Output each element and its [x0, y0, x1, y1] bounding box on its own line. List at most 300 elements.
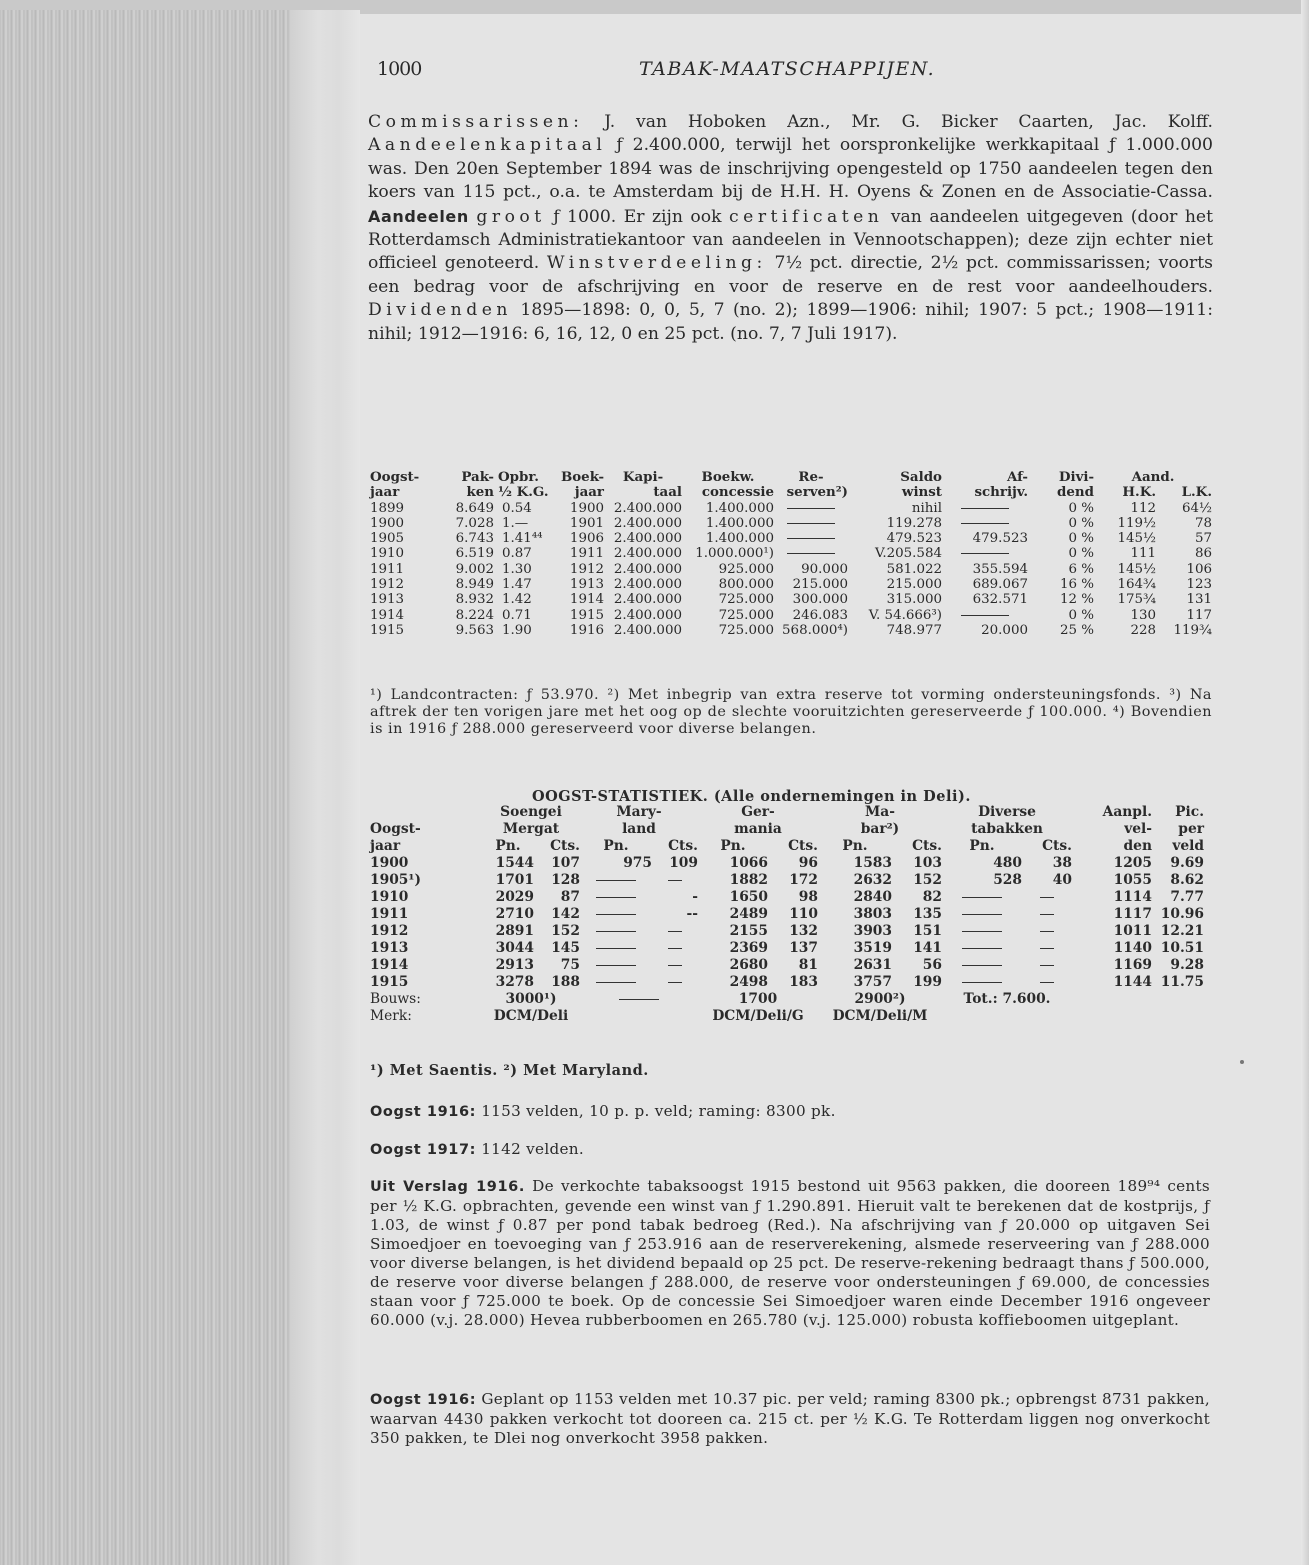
col-header: Aand. — [1131, 469, 1175, 485]
cell-boekw: 800.000 — [718, 577, 774, 593]
dash-placeholder — [1040, 914, 1054, 915]
cell-afschrijv — [942, 546, 1028, 561]
winstverdeeling-label: Winstverdeeling: — [546, 253, 767, 274]
merk-value — [580, 1008, 698, 1025]
dash-placeholder — [787, 538, 835, 539]
dash-placeholder — [962, 931, 1002, 932]
merk-label: Merk: — [370, 1008, 412, 1024]
cell-dividend: 25 % — [1059, 622, 1094, 638]
cell-value: 172 — [789, 872, 818, 888]
cell-reserven: 90.000 — [801, 561, 848, 577]
cell-value — [942, 889, 1022, 906]
bouws-value: 3000¹) — [505, 991, 557, 1007]
verslag-1916-paragraph — [370, 1177, 1210, 1330]
dash-placeholder — [668, 982, 682, 983]
dash-placeholder — [1040, 931, 1054, 932]
cell-pic: 9.69 — [1170, 855, 1204, 871]
cell-oogstjaar: 1911 — [370, 561, 405, 577]
cell-value: 38 — [1052, 855, 1072, 871]
cell-value: 82 — [922, 889, 942, 905]
cts-header: Cts. — [788, 838, 818, 854]
cell-kapitaal: 2.400.000 — [613, 577, 682, 593]
cell-kapitaal: 2.400.000 — [613, 622, 682, 638]
financial-table-row — [370, 608, 1212, 623]
cell-afschrijv: 355.594 — [972, 561, 1028, 577]
cell-value: 1882 — [729, 872, 768, 888]
cell-value: 75 — [560, 957, 580, 973]
cell-value: 141 — [913, 940, 942, 956]
col-header: Re- — [798, 469, 824, 485]
cell-value: 2155 — [729, 923, 768, 939]
cell-aanpl: 1140 — [1113, 940, 1152, 956]
cell-value: 152 — [913, 872, 942, 888]
cell-opbr: 1.47 — [502, 577, 532, 593]
cell-boekjaar: 1906 — [569, 531, 604, 547]
groot-text: ƒ 1000. Er zijn ook — [553, 206, 722, 227]
running-title: TABAK-MAATSCHAPPIJEN. — [639, 58, 936, 80]
cell-value: 56 — [922, 957, 942, 973]
cell-pakken: 8.649 — [455, 500, 494, 516]
certificaten-text: van aandeelen uitgegeven (door het Rotterdamsch Administratiekantoor van aandeelen in Vennootschappen); deze zijn echter niet officieel genoteerd. — [368, 206, 1214, 274]
cell-value: 1066 — [729, 855, 768, 871]
cell-boekw: 1.400.000 — [705, 500, 774, 516]
dash-placeholder — [787, 523, 835, 524]
cell-afschrijv: 689.067 — [972, 577, 1028, 593]
col-header: dend — [1057, 484, 1094, 501]
financial-table-row — [370, 501, 1212, 516]
dash-placeholder — [596, 965, 636, 966]
cell-value: 40 — [1052, 872, 1072, 888]
cell-value — [580, 906, 652, 923]
cell-year: 1905¹) — [370, 872, 421, 888]
cell-value: 132 — [789, 923, 818, 939]
cell-aanpl: 1011 — [1113, 923, 1152, 939]
pn-header: Pn. — [842, 838, 868, 854]
cell-value — [1022, 940, 1072, 957]
financial-header-row-2 — [370, 485, 1212, 500]
financial-table-row — [370, 531, 1212, 546]
cell-pakken: 7.028 — [455, 515, 494, 531]
cell-year: 1913 — [370, 940, 409, 956]
kapitaal-label: Aandeelenkapitaal — [368, 135, 607, 156]
financial-table-row — [370, 562, 1212, 577]
cell-value — [580, 923, 652, 940]
financial-table-row — [370, 623, 1212, 638]
merk-value: DCM/Deli/M — [832, 1008, 928, 1024]
harvest-table-row — [370, 974, 1204, 991]
oogst-1916-detail-text: Geplant op 1153 velden met 10.37 pic. per veld; raming 8300 pk.; opbrengst 8731 pakken, waarvan 4430 pakken verkocht tot dooreen ca. 215 ct. per ½ K.G. Te Rotterdam liggen nog onverkocht 350 pakken, te Dlei nog onverkocht 3958 pakken. — [370, 1390, 1210, 1447]
dash-placeholder — [668, 931, 682, 932]
dash-placeholder — [961, 508, 1009, 509]
dash-placeholder — [962, 948, 1002, 949]
cell-value: 2498 — [729, 974, 768, 990]
cell-value: 135 — [913, 906, 942, 922]
merk-value: DCM/Deli — [493, 1008, 569, 1024]
cell-value: 480 — [993, 855, 1022, 871]
cell-reserven: 246.083 — [792, 607, 848, 623]
cell-value — [652, 872, 698, 889]
cell-value: 2631 — [853, 957, 892, 973]
dash-placeholder — [596, 931, 636, 932]
cell-reserven — [774, 501, 848, 516]
cell-pic: 7.77 — [1170, 889, 1204, 905]
cell-value: 1650 — [729, 889, 768, 905]
cell-value: 103 — [913, 855, 942, 871]
col-header: Saldo — [900, 469, 942, 485]
dash-placeholder — [962, 965, 1002, 966]
cell-value: 87 — [560, 889, 580, 905]
cell-value — [942, 923, 1022, 940]
cell-aanpl: 1169 — [1113, 957, 1152, 973]
dash-placeholder — [1040, 965, 1054, 966]
cell-pic: 10.96 — [1160, 906, 1204, 922]
kapitaal-text: ƒ 2.400.000, terwijl het oorspronkelijke werkkapitaal ƒ 1.000.000 was. Den 20en September 1894 was de inschrijving opengesteld op 1750 aandeelen tegen den koers van 115 pct., o.a. te Amsterdam bij de H.H. H. Oyens & Zonen en de Associatie-Cassa. — [368, 135, 1213, 203]
harvest-stats-title: OOGST-STATISTIEK. (Alle ondernemingen in Deli). — [532, 788, 971, 805]
cell-afschrijv — [942, 516, 1028, 531]
dash-placeholder — [619, 999, 659, 1000]
cell-pakken: 6.743 — [455, 531, 494, 547]
cell-dividend: 0 % — [1068, 500, 1094, 516]
group-header: Soengei — [500, 804, 562, 820]
cell-value: 2891 — [495, 923, 534, 939]
bouws-value: 1700 — [738, 991, 778, 1007]
cell-value — [580, 940, 652, 957]
dash-placeholder — [962, 897, 1002, 898]
cell-oogstjaar: 1915 — [370, 622, 405, 638]
cell-value: 1544 — [495, 855, 534, 871]
cell-aanpl: 1205 — [1113, 855, 1152, 871]
cell-pakken: 6.519 — [455, 546, 494, 562]
cell-value: 2680 — [729, 957, 768, 973]
financial-header-row-1 — [370, 470, 1212, 485]
book-page — [360, 0, 1309, 1565]
cell-reserven: 215.000 — [792, 577, 848, 593]
verslag-1916-label: Uit Verslag 1916. — [370, 1179, 525, 1195]
cell-oogstjaar: 1905 — [370, 531, 405, 547]
certificaten-label: certificaten — [729, 206, 884, 227]
group-header: bar²) — [860, 821, 900, 837]
cell-dividend: 6 % — [1068, 561, 1094, 577]
oogst-1917-summary — [370, 1140, 1210, 1160]
cell-dividend: 16 % — [1059, 577, 1094, 593]
col-header: winst — [901, 484, 942, 501]
cell-hk: 119½ — [1117, 515, 1156, 531]
group-header: tabakken — [971, 821, 1043, 837]
cell-pakken: 9.002 — [455, 561, 494, 577]
cell-value: -- — [686, 906, 698, 922]
cell-value: 81 — [798, 957, 818, 973]
cell-value: 3519 — [853, 940, 892, 956]
oogst-1916-text: 1153 velden, 10 p. p. veld; raming: 8300 pk. — [481, 1102, 836, 1120]
cell-lk: 117 — [1186, 607, 1212, 623]
cell-boekjaar: 1912 — [569, 561, 604, 577]
col-header: Divi- — [1058, 469, 1094, 485]
cell-opbr: 1.42 — [502, 592, 532, 608]
commissarissen-label: Commissarissen: — [368, 112, 584, 132]
cell-kapitaal: 2.400.000 — [613, 546, 682, 562]
col-header: ½ K.G. — [498, 484, 549, 501]
cell-saldo: 581.022 — [886, 561, 942, 577]
cell-value: 2913 — [495, 957, 534, 973]
col-header: Af- — [1007, 469, 1028, 485]
pic-header: per — [1178, 821, 1204, 837]
cell-hk: 112 — [1130, 500, 1156, 516]
pn-header: Pn. — [969, 838, 995, 854]
cell-boekjaar: 1911 — [569, 546, 604, 562]
cell-dividend: 0 % — [1068, 515, 1094, 531]
cell-saldo: 479.523 — [886, 531, 942, 547]
cell-value: 142 — [551, 906, 580, 922]
col-header: concessie — [701, 484, 774, 501]
cell-dividend: 0 % — [1068, 607, 1094, 623]
header-blank — [370, 804, 482, 821]
harvest-bouws-row — [370, 991, 1204, 1008]
oogst-1917-label: Oogst 1917: — [370, 1142, 477, 1158]
cell-value — [652, 940, 698, 957]
harvest-stats-body — [370, 804, 1204, 1025]
cell-pic: 12.21 — [1160, 923, 1204, 939]
cell-hk: 164¾ — [1117, 577, 1156, 593]
cell-value: 98 — [798, 889, 818, 905]
cell-lk: 57 — [1194, 531, 1212, 547]
cell-year: 1911 — [370, 906, 409, 922]
aanpl-header: den — [1123, 838, 1152, 854]
bouws-value: Tot.: 7.600. — [963, 991, 1051, 1007]
cell-value: 137 — [789, 940, 818, 956]
page-gutter-shadow — [1301, 0, 1309, 1565]
cell-reserven: 568.000⁴) — [782, 622, 848, 638]
cell-value: 2710 — [495, 906, 534, 922]
cell-saldo: 748.977 — [886, 622, 942, 638]
cell-hk: 111 — [1130, 546, 1156, 562]
group-header: Diverse — [978, 804, 1036, 820]
cell-value: - — [692, 889, 698, 905]
cell-boekw: 725.000 — [718, 592, 774, 608]
cell-lk: 123 — [1186, 577, 1212, 593]
group-header: Mergat — [502, 821, 560, 837]
oogst-1916-label: Oogst 1916: — [370, 1104, 477, 1120]
dividenden-label: Dividenden — [368, 300, 512, 321]
cts-header: Cts. — [668, 838, 698, 854]
cell-pakken: 9.563 — [455, 622, 494, 638]
cell-value: 188 — [551, 974, 580, 990]
financial-table-body — [370, 501, 1212, 639]
cell-lk: 131 — [1186, 592, 1212, 608]
cell-hk: 228 — [1130, 622, 1156, 638]
cell-hk: 145½ — [1117, 561, 1156, 577]
cell-pic: 8.62 — [1170, 872, 1204, 888]
cell-value: 3757 — [853, 974, 892, 990]
col-header: H.K. — [1122, 484, 1156, 501]
harvest-stats-note: ¹) Met Saentis. ²) Met Maryland. — [370, 1062, 649, 1079]
pn-header: Pn. — [495, 838, 521, 854]
page-number: 1000 — [377, 58, 422, 80]
cell-boekw: 725.000 — [718, 607, 774, 623]
cell-reserven: 300.000 — [792, 592, 848, 608]
dash-placeholder — [596, 880, 636, 881]
print-speck — [1240, 1060, 1244, 1064]
cts-header: Cts. — [1042, 838, 1072, 854]
col-header: Opbr. — [498, 469, 539, 485]
cell-boekjaar: 1915 — [569, 607, 604, 623]
bouws-value: 2900²) — [854, 991, 906, 1007]
year-header: Oogst- — [370, 821, 421, 837]
cell-value — [942, 906, 1022, 923]
harvest-header-row-3 — [370, 838, 1204, 855]
cell-value: 152 — [551, 923, 580, 939]
cell-value: 2489 — [729, 906, 768, 922]
cell-saldo: 315.000 — [886, 592, 942, 608]
pic-header: veld — [1172, 838, 1204, 854]
harvest-merk-row — [370, 1008, 1204, 1025]
merk-value — [942, 1008, 1072, 1025]
cell-afschrijv: 479.523 — [972, 531, 1028, 547]
dash-placeholder — [668, 948, 682, 949]
cell-value: 2840 — [853, 889, 892, 905]
oogst-1916-summary — [370, 1102, 1210, 1122]
year-header: jaar — [370, 838, 401, 854]
groot-label: groot — [476, 206, 546, 227]
financial-table-row — [370, 516, 1212, 531]
group-header: Mary- — [616, 804, 662, 820]
col-header: taal — [653, 484, 682, 501]
cell-saldo: V. 54.666³) — [868, 607, 942, 623]
cell-opbr: 0.54 — [502, 500, 532, 516]
harvest-table-row — [370, 940, 1204, 957]
col-header: Kapi- — [622, 469, 664, 485]
cell-reserven — [774, 516, 848, 531]
dash-placeholder — [596, 982, 636, 983]
harvest-table-row — [370, 855, 1204, 872]
dash-placeholder — [961, 523, 1009, 524]
commissarissen-text: J. van Hoboken Azn., Mr. G. Bicker Caarten, Jac. Kolff. — [604, 112, 1213, 132]
harvest-header-row-2 — [370, 821, 1204, 838]
cell-afschrijv: 632.571 — [972, 592, 1028, 608]
cell-aanpl: 1114 — [1113, 889, 1152, 905]
cell-value: 183 — [789, 974, 818, 990]
cell-opbr: 1.90 — [502, 622, 532, 638]
cell-hk: 175¾ — [1117, 592, 1156, 608]
oogst-1916-detail-label: Oogst 1916: — [370, 1392, 477, 1408]
book-page-edges — [0, 10, 290, 1565]
group-header: Ma- — [865, 804, 895, 820]
pic-header: Pic. — [1175, 804, 1204, 820]
cell-kapitaal: 2.400.000 — [613, 561, 682, 577]
harvest-table-row — [370, 923, 1204, 940]
harvest-table-row — [370, 889, 1204, 906]
cell-year: 1915 — [370, 974, 409, 990]
cell-opbr: 1.30 — [502, 561, 532, 577]
cell-dividend: 0 % — [1068, 546, 1094, 562]
col-header: Pak- — [461, 469, 494, 485]
dash-placeholder — [787, 508, 835, 509]
cell-hk: 145½ — [1117, 531, 1156, 547]
cell-value: 3044 — [495, 940, 534, 956]
group-header: land — [622, 821, 656, 837]
cell-oogstjaar: 1900 — [370, 515, 405, 531]
cell-oogstjaar: 1913 — [370, 592, 405, 608]
cell-value — [942, 974, 1022, 991]
cell-value — [580, 872, 652, 889]
col-header: Boekw. — [701, 469, 755, 485]
cell-boekjaar: 1914 — [569, 592, 604, 608]
cell-afschrijv — [942, 501, 1028, 516]
oogst-1917-text: 1142 velden. — [481, 1140, 585, 1158]
cell-pic: 9.28 — [1170, 957, 1204, 973]
cell-value: 151 — [913, 923, 942, 939]
cell-saldo: 215.000 — [886, 577, 942, 593]
cell-year: 1900 — [370, 855, 409, 871]
cell-opbr: 0.71 — [502, 607, 532, 623]
harvest-table-row — [370, 906, 1204, 923]
cell-saldo: 119.278 — [886, 515, 942, 531]
aanpl-header: Aanpl. — [1102, 804, 1152, 820]
cell-opbr: 1.41⁴⁴ — [502, 531, 543, 547]
dash-placeholder — [668, 880, 682, 881]
cell-value: 110 — [789, 906, 818, 922]
dividenden-text: 1895—1898: 0, 0, 5, 7 (no. 2); 1899—1906: nihil; 1907: 5 pct.; 1908—1911: nihil; 1912—1916: 6, 16, 12, 0 en 25 pct. (no. 7, 7 Juli 1917). — [368, 300, 1214, 344]
cell-oogstjaar: 1914 — [370, 607, 405, 623]
cell-value: 975 — [623, 855, 652, 871]
cell-opbr: 0.87 — [502, 546, 532, 562]
cell-boekw: 925.000 — [718, 561, 774, 577]
cts-header: Cts. — [912, 838, 942, 854]
cell-value — [580, 957, 652, 974]
harvest-table-row — [370, 957, 1204, 974]
cell-kapitaal: 2.400.000 — [613, 515, 682, 531]
cell-value — [580, 974, 652, 991]
cell-value — [1022, 923, 1072, 940]
financial-table-row — [370, 546, 1212, 561]
dash-placeholder — [1040, 982, 1054, 983]
cell-saldo: nihil — [911, 500, 942, 516]
col-header: jaar — [370, 484, 400, 501]
cell-year: 1912 — [370, 923, 409, 939]
dash-placeholder — [1040, 948, 1054, 949]
running-head — [377, 58, 1237, 82]
cell-opbr: 1.— — [502, 515, 529, 531]
cell-value: 1583 — [853, 855, 892, 871]
cell-aanpl: 1144 — [1113, 974, 1152, 990]
cell-kapitaal: 2.400.000 — [613, 531, 682, 547]
cell-value: 128 — [551, 872, 580, 888]
group-header: mania — [734, 821, 782, 837]
cell-dividend: 12 % — [1059, 592, 1094, 608]
dash-placeholder — [961, 615, 1009, 616]
cell-boekw: 1.400.000 — [705, 531, 774, 547]
cell-value — [1022, 889, 1072, 906]
cell-kapitaal: 2.400.000 — [613, 592, 682, 608]
cell-value — [942, 940, 1022, 957]
cell-boekjaar: 1900 — [569, 500, 604, 516]
financial-footnotes: ¹) Landcontracten: ƒ 53.970. ²) Met inbegrip van extra reserve tot vorming ondersteuningsfonds. ³) Na aftrek der ten vorigen jare met het oog op de slechte vooruitzichten gereserveerde ƒ 100.000. ⁴) Bovendien is in 1916 ƒ 288.000 gereserveerd voor diverse belangen. — [370, 687, 1212, 737]
cell-boekjaar: 1916 — [569, 622, 604, 638]
cell-saldo: V.205.584 — [875, 546, 942, 562]
dash-placeholder — [668, 965, 682, 966]
cell-value: 199 — [913, 974, 942, 990]
cell-pic: 10.51 — [1160, 940, 1204, 956]
col-header: serven²) — [786, 484, 848, 501]
pn-header: Pn. — [603, 838, 629, 854]
aanpl-header: vel- — [1124, 821, 1152, 837]
cell-hk: 130 — [1130, 607, 1156, 623]
financial-table — [370, 470, 1212, 638]
cell-value — [1022, 906, 1072, 923]
cell-value: 3278 — [495, 974, 534, 990]
col-header: jaar — [574, 484, 604, 501]
col-header: Boek- — [560, 469, 604, 485]
col-header: Oogst- — [370, 469, 420, 485]
